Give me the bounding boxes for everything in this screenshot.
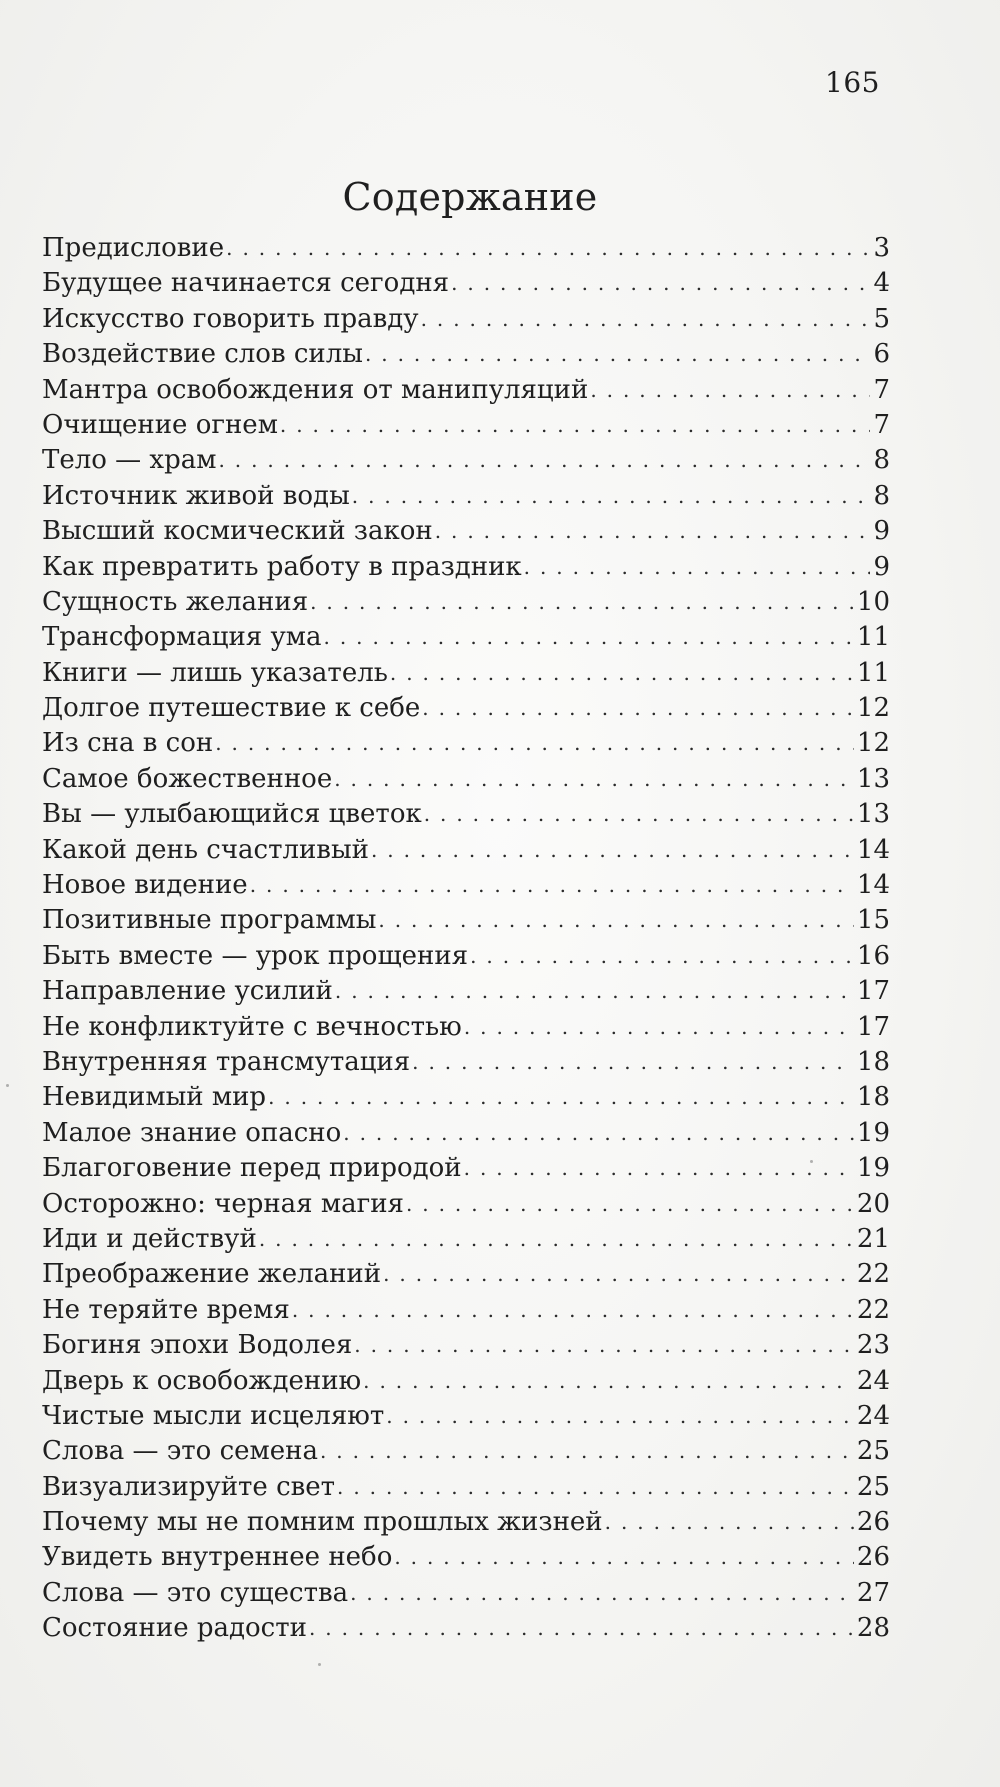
- dot-leader: [406, 1187, 854, 1222]
- toc-entry-page-number: 16: [856, 940, 890, 971]
- toc-entry[interactable]: [42, 1010, 890, 1045]
- toc-entry-title: Сущность желания: [42, 586, 309, 617]
- dot-leader: [335, 974, 854, 1009]
- toc-entry-title: Преображение желаний: [42, 1259, 382, 1290]
- toc-entry-title: Из сна в сон: [42, 728, 214, 759]
- toc-entry[interactable]: [42, 231, 890, 266]
- toc-entry[interactable]: [42, 1470, 890, 1505]
- toc-entry-page-number: 24: [856, 1365, 890, 1396]
- dot-leader: [334, 762, 854, 797]
- toc-entry-title: Не теряйте время: [42, 1294, 290, 1325]
- dot-leader: [524, 550, 871, 585]
- toc-entry-title: Искусство говорить правду: [42, 303, 419, 334]
- dot-leader: [250, 868, 854, 903]
- toc-entry-title: Источник живой воды: [42, 480, 350, 511]
- dot-leader: [268, 1080, 854, 1115]
- toc-entry-title: Дверь к освобождению: [42, 1365, 362, 1396]
- toc-entry[interactable]: [42, 550, 890, 585]
- dot-leader: [386, 1399, 854, 1434]
- toc-entry-title: Малое знание опасно: [42, 1117, 342, 1148]
- toc-entry-title: Предисловие: [42, 233, 225, 263]
- toc-entry[interactable]: [42, 620, 890, 655]
- dot-leader: [218, 443, 870, 478]
- toc-entry-page-number: 19: [856, 1153, 890, 1184]
- toc-entry-page-number: 19: [856, 1117, 890, 1148]
- toc-entry-title: Иди и действуй: [42, 1223, 257, 1254]
- toc-entry-page-number: 11: [856, 657, 890, 688]
- toc-entry-page-number: 15: [856, 905, 890, 936]
- dot-leader: [371, 833, 854, 868]
- toc-entry-page-number: 14: [856, 870, 890, 901]
- toc-entry-page-number: 9: [873, 551, 890, 582]
- dot-leader: [292, 1293, 854, 1328]
- print-speck: [810, 1160, 813, 1163]
- toc-entry-page-number: 27: [856, 1577, 890, 1608]
- toc-entry[interactable]: [42, 726, 890, 761]
- toc-entry-title: Состояние радости: [42, 1613, 307, 1644]
- toc-entry-title: Осторожно: черная магия: [42, 1188, 404, 1219]
- toc-entry[interactable]: [42, 266, 890, 301]
- dot-leader: [424, 797, 854, 832]
- toc-entry-title: Самое божественное: [42, 763, 333, 794]
- toc-entry[interactable]: [42, 443, 890, 478]
- page-title: Содержание: [342, 175, 598, 220]
- toc-entry-page-number: 10: [856, 586, 890, 617]
- toc-entry-title: Будущее начинается сегодня: [42, 268, 450, 299]
- toc-entry-page-number: 26: [856, 1507, 890, 1538]
- dot-leader: [310, 585, 854, 620]
- dot-leader: [394, 1540, 854, 1575]
- toc-entry-title: Слова — это существа: [42, 1577, 349, 1608]
- toc-entry-title: Какой день счастливый: [42, 834, 369, 865]
- print-speck: [318, 1663, 321, 1666]
- toc-entry[interactable]: [42, 868, 890, 903]
- toc-entry[interactable]: [42, 479, 890, 514]
- toc-entry-page-number: 7: [873, 374, 890, 405]
- toc-entry-title: Невидимый мир: [42, 1082, 267, 1113]
- toc-entry[interactable]: [42, 1328, 890, 1363]
- dot-leader: [363, 1364, 854, 1399]
- toc-entry-title: Почему мы не помним прошлых жизней: [42, 1507, 603, 1538]
- toc-entry-title: Тело — храм: [42, 445, 217, 476]
- toc-entry[interactable]: [42, 1080, 890, 1115]
- toc-entry-page-number: 12: [856, 693, 890, 724]
- dot-leader: [337, 1470, 854, 1505]
- toc-entry[interactable]: [42, 691, 890, 726]
- print-speck: [6, 1084, 9, 1087]
- toc-entry-page-number: 4: [873, 268, 890, 299]
- toc-entry-page-number: 17: [856, 1011, 890, 1042]
- toc-entry-title: Как превратить работу в праздник: [42, 551, 522, 582]
- toc-entry-title: Внутренняя трансмутация: [42, 1046, 411, 1077]
- toc-entry[interactable]: [42, 1257, 890, 1292]
- toc-entry[interactable]: [42, 585, 890, 620]
- dot-leader: [451, 266, 870, 301]
- dot-leader: [352, 479, 871, 514]
- toc-entry[interactable]: [42, 656, 890, 691]
- toc-entry[interactable]: [42, 1116, 890, 1151]
- toc-entry-page-number: 28: [856, 1613, 890, 1644]
- toc-entry-page-number: 23: [856, 1330, 890, 1361]
- dot-leader: [464, 1010, 854, 1045]
- dot-leader: [422, 691, 854, 726]
- toc-entry-page-number: 14: [856, 834, 890, 865]
- toc-entry-page-number: 20: [856, 1188, 890, 1219]
- toc-entry[interactable]: [42, 1364, 890, 1399]
- toc-entry[interactable]: [42, 373, 890, 408]
- dot-leader: [421, 302, 871, 337]
- toc-entry[interactable]: [42, 1576, 890, 1611]
- toc-entry-page-number: 25: [856, 1471, 890, 1502]
- toc-entry[interactable]: [42, 1540, 890, 1575]
- toc-entry-page-number: 22: [856, 1294, 890, 1325]
- dot-leader: [280, 408, 871, 443]
- toc-entry[interactable]: [42, 1293, 890, 1328]
- dot-leader: [324, 620, 854, 655]
- dot-leader: [320, 1434, 854, 1469]
- toc-entry-page-number: 22: [856, 1259, 890, 1290]
- dot-leader: [309, 1611, 854, 1646]
- toc-entry-title: Воздействие слов силы: [42, 339, 363, 370]
- dot-leader: [590, 373, 870, 408]
- toc-entry[interactable]: [42, 1151, 890, 1186]
- toc-entry-page-number: 12: [856, 728, 890, 759]
- toc-entry-title: Высший космический закон: [42, 516, 433, 547]
- toc-entry-page-number: 5: [873, 303, 890, 334]
- toc-entry-title: Слова — это семена: [42, 1436, 318, 1467]
- toc-entry-page-number: 8: [873, 445, 890, 476]
- toc-entry-page-number: 17: [856, 976, 890, 1007]
- toc-entry[interactable]: [42, 408, 890, 443]
- toc-entry[interactable]: [42, 974, 890, 1009]
- toc-entry-page-number: 18: [856, 1082, 890, 1113]
- dot-leader: [605, 1505, 854, 1540]
- toc-entry[interactable]: [42, 797, 890, 832]
- toc-entry-page-number: 18: [856, 1046, 890, 1077]
- toc-entry[interactable]: [42, 903, 890, 938]
- toc-entry-page-number: 25: [856, 1436, 890, 1467]
- dot-leader: [383, 1257, 854, 1292]
- dot-leader: [215, 726, 854, 761]
- toc-entry-title: Визуализируйте свет: [42, 1471, 336, 1502]
- toc-entry-title: Трансформация ума: [42, 622, 322, 653]
- toc-entry[interactable]: [42, 939, 890, 974]
- toc-entry-page-number: 24: [856, 1400, 890, 1431]
- toc-entry-title: Богиня эпохи Водолея: [42, 1330, 353, 1361]
- dot-leader: [350, 1576, 854, 1611]
- toc-entry-page-number: 11: [856, 622, 890, 653]
- toc-entry-title: Позитивные программы: [42, 905, 377, 936]
- dot-leader: [365, 337, 870, 372]
- table-of-contents: [42, 231, 890, 1647]
- toc-entry-page-number: 6: [873, 339, 890, 370]
- dot-leader: [435, 514, 871, 549]
- toc-entry[interactable]: [42, 1434, 890, 1469]
- toc-entry-page-number: 8: [873, 480, 890, 511]
- toc-entry-title: Увидеть внутреннее небо: [42, 1542, 393, 1573]
- dot-leader: [412, 1045, 854, 1080]
- toc-entry-title: Направление усилий: [42, 976, 333, 1007]
- toc-entry-page-number: 21: [856, 1223, 890, 1254]
- page-number: 165: [825, 66, 880, 99]
- toc-entry[interactable]: [42, 1222, 890, 1257]
- toc-entry-page-number: 7: [873, 409, 890, 440]
- toc-entry-title: Мантра освобождения от манипуляций: [42, 374, 589, 405]
- toc-entry-title: Вы — улыбающийся цветок: [42, 799, 422, 830]
- toc-entry[interactable]: [42, 1505, 890, 1540]
- toc-entry[interactable]: [42, 762, 890, 797]
- toc-entry[interactable]: [42, 1045, 890, 1080]
- toc-entry[interactable]: [42, 514, 890, 549]
- dot-leader: [390, 656, 854, 691]
- toc-entry-title: Книги — лишь указатель: [42, 657, 388, 688]
- toc-entry-title: Быть вместе — урок прощения: [42, 940, 469, 971]
- toc-entry[interactable]: [42, 1611, 890, 1646]
- toc-entry-title: Не конфликтуйте с вечностью: [42, 1011, 462, 1042]
- dot-leader: [354, 1328, 854, 1363]
- toc-entry[interactable]: [42, 1399, 890, 1434]
- dot-leader: [226, 231, 870, 266]
- toc-entry-page-number: 13: [856, 763, 890, 794]
- toc-entry-title: Новое видение: [42, 870, 248, 901]
- toc-entry-title: Благоговение перед природой: [42, 1153, 462, 1184]
- toc-entry-title: Чистые мысли исцеляют: [42, 1400, 385, 1431]
- dot-leader: [259, 1222, 854, 1257]
- toc-entry-title: Очищение огнем: [42, 409, 278, 440]
- toc-entry-title: Долгое путешествие к себе: [42, 693, 421, 724]
- dot-leader: [378, 903, 854, 938]
- toc-entry[interactable]: [42, 302, 890, 337]
- toc-entry[interactable]: [42, 833, 890, 868]
- toc-entry-page-number: 3: [873, 233, 890, 263]
- toc-entry[interactable]: [42, 1187, 890, 1222]
- toc-entry[interactable]: [42, 337, 890, 372]
- dot-leader: [343, 1116, 854, 1151]
- toc-entry-page-number: 13: [856, 799, 890, 830]
- toc-entry-page-number: 26: [856, 1542, 890, 1573]
- dot-leader: [470, 939, 854, 974]
- dot-leader: [464, 1151, 854, 1186]
- toc-entry-page-number: 9: [873, 516, 890, 547]
